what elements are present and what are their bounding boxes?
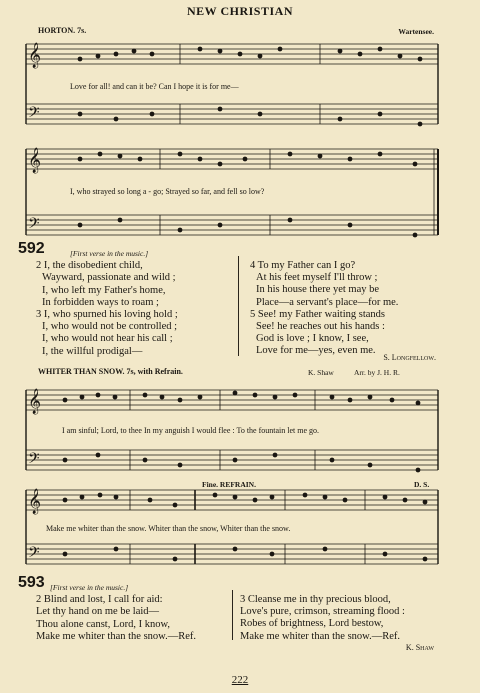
page-header: NEW CHRISTIAN xyxy=(187,4,293,18)
verse-line: I, who would not be controlled ; xyxy=(42,321,178,333)
first-verse-note: [First verse in the music.] xyxy=(70,249,149,258)
svg-text:𝄢: 𝄢 xyxy=(28,104,40,124)
verse-line: Love for me—yes, even me. xyxy=(256,345,376,357)
tune-title-horton: HORTON. 7s. xyxy=(38,26,87,35)
fine-refrain-label: Fine. REFRAIN. xyxy=(202,480,256,489)
tune-lyric-line-1: Love for all! and can it be? Can I hope it is for me— xyxy=(70,82,239,91)
svg-text:𝄢: 𝄢 xyxy=(28,215,40,235)
verse-line: Make me whiter than the snow.—Ref. xyxy=(240,630,400,642)
tune-lyric-line-2: I, who strayed so long a - go; Strayed so far, and fell so low? xyxy=(70,187,265,196)
column-divider xyxy=(238,256,239,356)
verse-line: I, who would not hear his call ; xyxy=(42,333,173,345)
verse-line: At his feet myself I'll throw ; xyxy=(256,272,378,284)
page-number: 222 xyxy=(231,674,249,686)
tune-composer-shaw: K. Shaw xyxy=(308,368,334,377)
hymn-593-left-verses xyxy=(36,582,196,643)
hymn-number-592: 592 xyxy=(18,240,45,257)
verse-line: God is love ; I know, I see, xyxy=(256,333,369,345)
verse-line: 3 Cleanse me in thy precious blood, xyxy=(240,594,391,605)
verse-line: I, the willful prodigal— xyxy=(42,345,143,357)
verse-line: Wayward, passionate and wild ; xyxy=(42,272,176,284)
verse-line: 2 Blind and lost, I call for aid: xyxy=(36,594,163,606)
verse-line: Place—a servant's place—for me. xyxy=(256,296,399,308)
svg-text:𝄢: 𝄢 xyxy=(28,450,40,470)
verse-line: 2 I, the disobedient child, xyxy=(36,260,143,272)
verse-line: Love's pure, crimson, streaming flood : xyxy=(240,606,405,618)
column-divider xyxy=(232,590,233,640)
tune-lyric-line-4: Make me whiter than the snow. Whiter than the snow, Whiter than the snow. xyxy=(46,524,291,533)
verse-line: 5 See! my Father waiting stands xyxy=(250,308,386,320)
verse-line: 4 To my Father can I go? xyxy=(250,260,356,271)
verse-line: 3 I, who spurned his loving hold ; xyxy=(36,309,178,321)
svg-text:𝄞: 𝄞 xyxy=(28,488,42,513)
verse-line: Make me whiter than the snow.—Ref. xyxy=(36,630,196,642)
hymn-592-left-verses xyxy=(36,248,178,358)
verse-line: I, who left my Father's home, xyxy=(42,284,166,296)
first-verse-note: [First verse in the music.] xyxy=(50,583,129,592)
hymn-593-right-verses xyxy=(240,594,405,643)
verse-line: Thou alone canst, Lord, I know, xyxy=(36,618,171,630)
svg-text:𝄞: 𝄞 xyxy=(28,147,42,172)
ds-label: D. S. xyxy=(414,480,430,489)
tune-arranger: Arr. by J. H. R. xyxy=(354,368,400,377)
hymn-592-right-verses xyxy=(250,260,398,358)
verse-line: Robes of brightness, Lord bestow, xyxy=(240,618,384,630)
verse-line: Let thy hand on me be laid— xyxy=(36,606,160,618)
svg-text:𝄞: 𝄞 xyxy=(28,42,42,67)
author-shaw: K. Shaw xyxy=(405,643,434,652)
svg-text:𝄞: 𝄞 xyxy=(28,388,42,413)
tune-title-whiter-than-snow: WHITER THAN SNOW. 7s, with Refrain. xyxy=(38,367,183,376)
author-longfellow: S. Longfellow. xyxy=(383,353,436,362)
tune-lyric-line-3: I am sinful; Lord, to thee In my anguish I would flee : To the fountain let me go. xyxy=(62,426,320,435)
svg-text:𝄢: 𝄢 xyxy=(28,544,40,564)
verse-line: In forbidden ways to roam ; xyxy=(42,296,159,308)
tune-composer-wartensee: Wartensee. xyxy=(398,27,434,36)
verse-line: In his house there yet may be xyxy=(256,284,380,296)
hymn-number-593: 593 xyxy=(18,574,45,591)
verse-line: See! he reaches out his hands : xyxy=(256,321,385,333)
